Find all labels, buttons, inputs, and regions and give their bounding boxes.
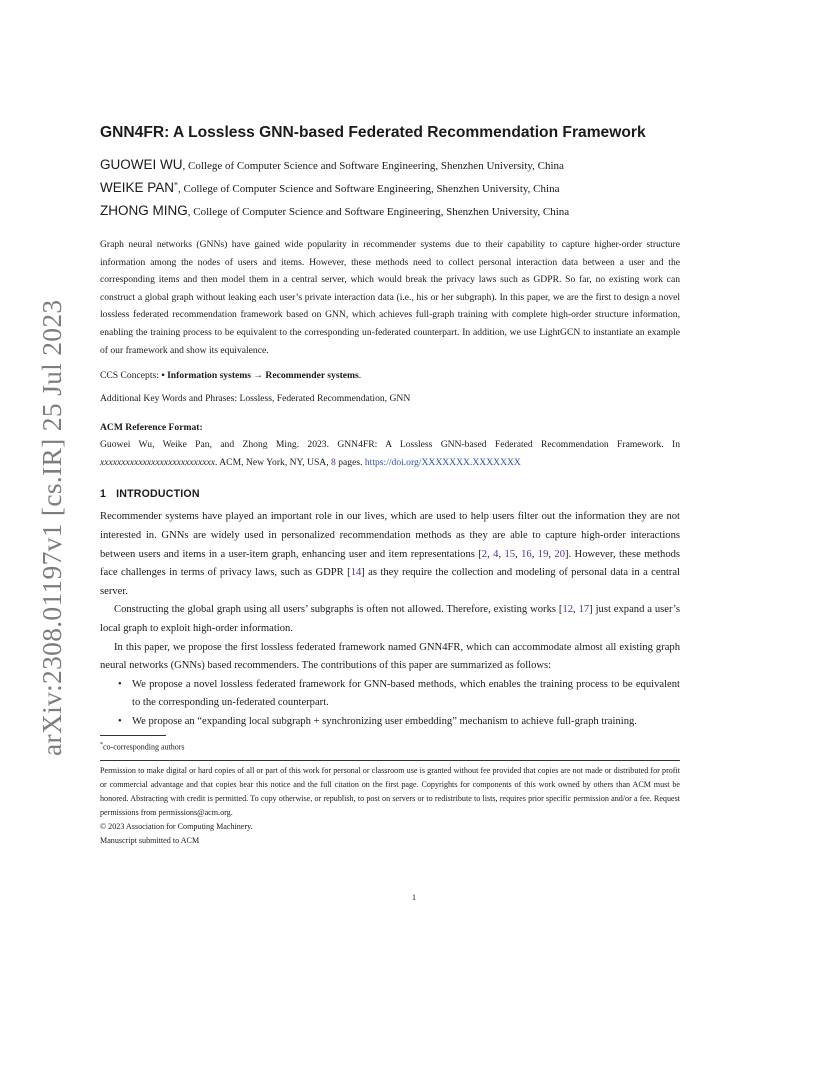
author-name: WEIKE PAN <box>100 180 175 195</box>
acm-reference-text <box>100 436 680 471</box>
author-affiliation: , College of Computer Science and Software Engineering, Shenzhen University, China <box>187 206 570 218</box>
citation-link[interactable]: 12 <box>562 604 574 616</box>
ccs-concept: Information systems → Recommender systems <box>167 370 359 382</box>
citation-link[interactable]: 2 <box>481 548 488 560</box>
ccs-label: CCS Concepts: <box>100 370 162 382</box>
ccs-end: . <box>358 370 362 382</box>
citation-link[interactable]: 15 <box>504 548 516 560</box>
section-heading <box>100 488 680 500</box>
author-entry <box>100 177 680 200</box>
intro-text: Recommender systems have played an important role in our lives, which are used to help users filter out the information they are not interested in. GNNs are widely used in personalized recommendation methods as they are able to capture high-order interactions between users and items in a user-item graph, enhancing user and item representations [ <box>100 511 680 560</box>
footnote-divider <box>100 735 166 736</box>
citation-link[interactable]: 17 <box>578 604 590 616</box>
page-count-link[interactable]: 8 <box>331 456 336 468</box>
abstract: Graph neural networks (GNNs) have gained wide popularity in recommender systems due to their capability to capture higher-order structure information among the nodes of users and items. However, these methods need to collect personal interaction data between a user and the corresponding items and then model them in a central server, which would break the privacy laws such as GDPR. So far, no existing work can construct a global graph without leaking each user’s private interaction data (i.e., his or her subgraph). In this paper, we are the first to design a novel lossless federated recommendation framework based on GNN, which achieves full-graph training with complete high-order structure information, enabling the training process to be equivalent to the corresponding un-federated counterpart. In addition, we use LightGCN to instantiate an example of our framework and show its equivalence. <box>100 239 680 356</box>
list-item <box>100 713 680 732</box>
permission-divider <box>100 760 680 761</box>
citation-link[interactable]: 14 <box>350 567 362 579</box>
citation-link[interactable]: 16 <box>521 548 532 560</box>
list-item-text: We propose a novel lossless federated framework for GNN-based methods, which enables the training process to be equivalent to the corresponding un-federated counterpart. <box>132 678 680 709</box>
intro-text: ]. However, these methods face challenges in terms of privacy laws, such as GDPR [ <box>100 548 681 579</box>
intro-paragraph-2: Constructing the global graph using all users’ subgraphs is often not allowed. Therefore, existing works [12, 17] just expand a user’s local graph to exploit high-order information. <box>100 604 680 634</box>
section-number: 1 <box>100 488 107 501</box>
list-item <box>100 676 680 713</box>
bullet-icon: • <box>118 715 122 727</box>
intro-text: ] just expand a user’s local graph to exploit high-order information. <box>100 604 680 634</box>
copyright-notice: © 2023 Association for Computing Machinery. <box>100 822 253 832</box>
author-affiliation: , College of Computer Science and Software Engineering, Shenzhen University, China <box>182 160 564 172</box>
paper-first-page <box>100 124 680 848</box>
intro-paragraph-1: Recommender systems have played an important role in our lives, which are used to help users filter out the information they are not interested in. GNNs are widely used in personalized recommendation methods as they are able to capture high-order interactions between users and items in a user-item graph, enhancing user and item representations [2, 4, 15, 16, 19, 20]. However, these methods face challenges in terms of privacy laws, such as GDPR [14] as they require the collection and modeling of personal data in a central server. <box>100 511 681 597</box>
author-name: GUOWEI WU <box>100 157 183 172</box>
acm-reference-venue: xxxxxxxxxxxxxxxxxxxxxxxxxxx <box>100 456 215 468</box>
footnote-mark: * <box>100 742 103 749</box>
list-item-text: We propose an “expanding local subgraph + synchronizing user embedding” mechanism to achieve full-graph training. <box>132 715 637 727</box>
acm-reference-pages: pages. <box>335 456 365 468</box>
author-list <box>100 154 680 223</box>
author-name: ZHONG MING <box>100 203 188 218</box>
intro-paragraph-3: In this paper, we propose the first lossless federated framework named GNN4FR, which can accommodate almost all existing graph neural networks (GNNs) based recommenders. The contributions of this paper are summarized as follows: <box>100 641 680 672</box>
manuscript-note: Manuscript submitted to ACM <box>100 836 200 846</box>
acm-reference-publisher: . ACM, New York, NY, USA, <box>214 456 332 468</box>
ccs-concepts <box>100 369 680 382</box>
permission-notice: Permission to make digital or hard copies of all or part of this work for personal or classroom use is granted without fee provided that copies are not made or distributed for profit or commercial advantage and that copies bear this notice and the full citation on the first page. Copyrights for components of this work owned by others than ACM must be honored. Abstracting with credit is permitted. To copy otherwise, or republish, to post on servers or to redistribute to lists, requires prior specific permission and/or a fee. Request permissions from permissions@acm.org. <box>100 766 680 818</box>
doi-link[interactable]: https://doi.org/XXXXXXX.XXXXXXX <box>364 456 521 468</box>
ccs-bullet: • <box>161 370 168 382</box>
corresponding-author-mark: * <box>174 180 179 190</box>
section-title: INTRODUCTION <box>116 488 200 501</box>
arxiv-side-identifier: arXiv:2308.01197v1 [cs.IR] 25 Jul 2023 <box>36 299 67 756</box>
author-entry <box>100 154 680 177</box>
paper-title: GNN4FR: A Lossless GNN-based Federated Recommendation Framework <box>100 124 646 141</box>
intro-text: ] as they require the collection and modeling of personal data in a central server. <box>100 567 680 597</box>
author-affiliation: , College of Computer Science and Software Engineering, Shenzhen University, China <box>178 183 560 195</box>
citation-link[interactable]: 20 <box>554 548 565 560</box>
footnote <box>100 739 680 754</box>
intro-text: Constructing the global graph using all users’ subgraphs is often not allowed. Therefore, existing works [ <box>114 604 563 616</box>
keywords: Additional Key Words and Phrases: Lossless, Federated Recommendation, GNN <box>100 393 411 405</box>
footnote-text: co-corresponding authors <box>103 743 185 753</box>
author-entry <box>100 200 680 223</box>
citation-link[interactable]: 4 <box>493 548 499 560</box>
citation-link[interactable]: 19 <box>537 548 549 560</box>
contributions-list <box>100 676 680 732</box>
bullet-icon: • <box>118 678 122 690</box>
acm-reference-heading: ACM Reference Format: <box>100 422 203 434</box>
acm-reference-authors: Guowei Wu, Weike Pan, and Zhong Ming. 2023. GNN4FR: A Lossless GNN-based Federated Recommendation Framework. In <box>100 439 680 451</box>
page-number: 1 <box>411 892 417 902</box>
